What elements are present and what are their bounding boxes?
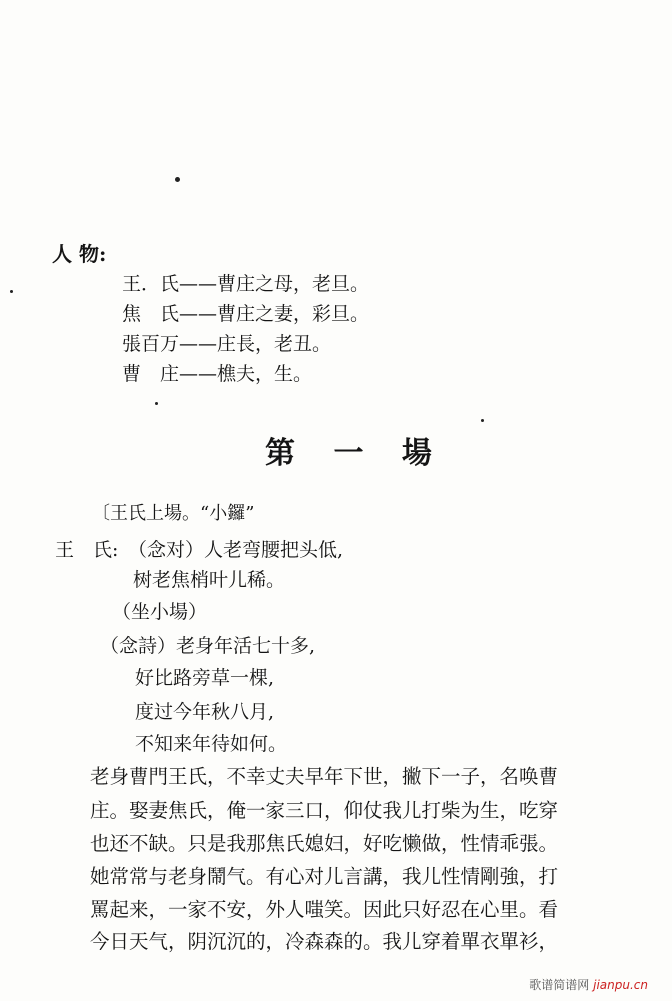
dialogue-line: （坐小場） xyxy=(112,601,208,623)
scene-title: 第 一 場 xyxy=(265,436,446,471)
cast-role: 張百万——庄長，老丑。 xyxy=(122,333,332,355)
dialogue-line: 不知来年待如何。 xyxy=(135,733,288,755)
scan-speck xyxy=(10,290,13,293)
dialogue-line: 度过今年秋八月, xyxy=(135,701,275,723)
dialogue-line: 树老焦梢叶儿稀。 xyxy=(133,569,286,591)
watermark-site: 歌谱简谱网 xyxy=(529,978,590,992)
dialogue-line: （念对）人老弯腰把头低, xyxy=(128,539,344,561)
scan-speck xyxy=(175,177,180,182)
stage-direction: 〔王氏上場。“小鑼” xyxy=(92,503,255,524)
prose-line: 老身曹門王氏，不幸丈夫早年下世，撇下一子，名唤曹 xyxy=(90,765,559,788)
cast-role: 曹 庄——樵夫，生。 xyxy=(122,363,313,385)
speaker-name: 王 氏: xyxy=(55,539,119,561)
prose-line: 庄。娶妻焦氏，俺一家三口，仰仗我儿打柴为生，吃穿 xyxy=(90,799,559,822)
cast-heading: 人 物: xyxy=(52,242,107,266)
prose-line: 她常常与老身鬧气。有心对儿言講，我儿性情剛強，打 xyxy=(90,865,559,888)
dialogue-line: （念詩）老身年活七十多, xyxy=(100,635,316,657)
scan-speck xyxy=(155,402,158,405)
prose-line: 也还不缺。只是我那焦氏媳妇，好吃懒做，性情乖張。 xyxy=(90,832,559,855)
cast-role: 焦 氏——曹庄之妻，彩旦。 xyxy=(122,303,370,325)
dialogue-line: 好比路旁草一棵, xyxy=(135,667,275,689)
cast-role: 王．氏——曹庄之母，老旦。 xyxy=(122,273,370,295)
prose-line: 罵起来，一家不安，外人嗤笑。因此只好忍在心里。看 xyxy=(90,898,559,921)
prose-line: 今日天气，阴沉沉的，冷森森的。我儿穿着單衣單衫， xyxy=(90,930,559,953)
scan-speck xyxy=(481,419,484,422)
watermark xyxy=(529,976,648,993)
watermark-url: jianpu.cn xyxy=(593,978,648,992)
